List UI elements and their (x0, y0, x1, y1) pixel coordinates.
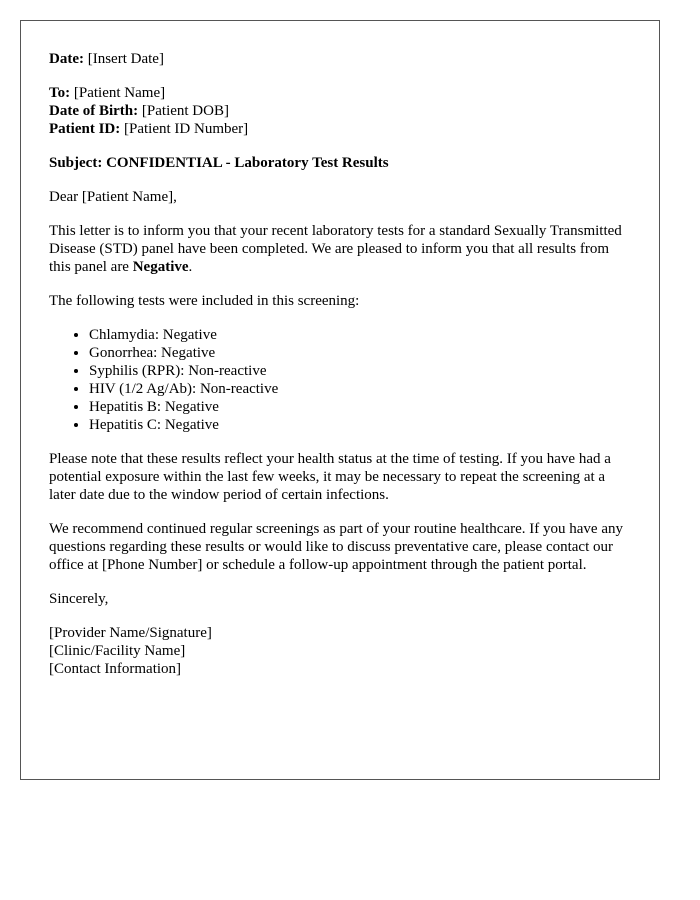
recommendation-paragraph: We recommend continued regular screenings as part of your routine healthcare. If you have any questions regarding these results or would like to discuss preventative care, please contact our office at [Phone Number] or schedule a follow-up appointment through the patient portal. (49, 521, 623, 573)
patient-id-value: [Patient ID Number] (120, 121, 249, 137)
to-value: [Patient Name] (70, 85, 166, 101)
dob-line (49, 102, 631, 120)
closing: Sincerely, (49, 591, 109, 607)
signature-block (49, 624, 631, 678)
test-results-list (49, 326, 631, 434)
to-label: To: (49, 85, 71, 101)
intro-end: . (188, 259, 193, 275)
list-item: • Syphilis (RPR): Non-reactive (89, 362, 631, 380)
note-paragraph: Please note that these results reflect your health status at the time of testing. If you have had a potential exposure within the last few weeks, it may be necessary to repeat the screening at a later date due to the window period of certain infections. (49, 451, 611, 503)
intro-paragraph (49, 222, 631, 276)
to-line (49, 84, 631, 102)
intro-text: This letter is to inform you that your recent laboratory tests for a standard Sexually Transmitted Disease (STD) panel have been completed. We are pleased to inform you that all results from this panel are (49, 223, 622, 275)
dob-label: Date of Birth: (49, 103, 139, 119)
provider-name: [Provider Name/Signature] (49, 625, 212, 641)
subject-value: CONFIDENTIAL - Laboratory Test Results (102, 155, 389, 171)
patient-id-line (49, 120, 631, 138)
patient-id-label: Patient ID: (49, 121, 121, 137)
list-item: • Chlamydia: Negative (89, 326, 631, 344)
contact-information: [Contact Information] (49, 661, 182, 677)
list-item: • Gonorrhea: Negative (89, 344, 631, 362)
tests-intro: The following tests were included in this screening: (49, 293, 360, 309)
list-item: • Hepatitis B: Negative (89, 398, 631, 416)
subject-line (49, 154, 631, 172)
dob-value: [Patient DOB] (138, 103, 229, 119)
greeting: Dear [Patient Name], (49, 189, 177, 205)
date-label: Date: (49, 51, 84, 67)
intro-emphasis: Negative (132, 259, 189, 275)
subject-label: Subject: (49, 155, 103, 171)
list-item: • Hepatitis C: Negative (89, 416, 631, 434)
date-value: [Insert Date] (83, 51, 164, 67)
recipient-block (49, 84, 631, 138)
letter-page (20, 20, 660, 780)
date-line (49, 50, 631, 68)
list-item: • HIV (1/2 Ag/Ab): Non-reactive (89, 380, 631, 398)
clinic-name: [Clinic/Facility Name] (49, 643, 186, 659)
